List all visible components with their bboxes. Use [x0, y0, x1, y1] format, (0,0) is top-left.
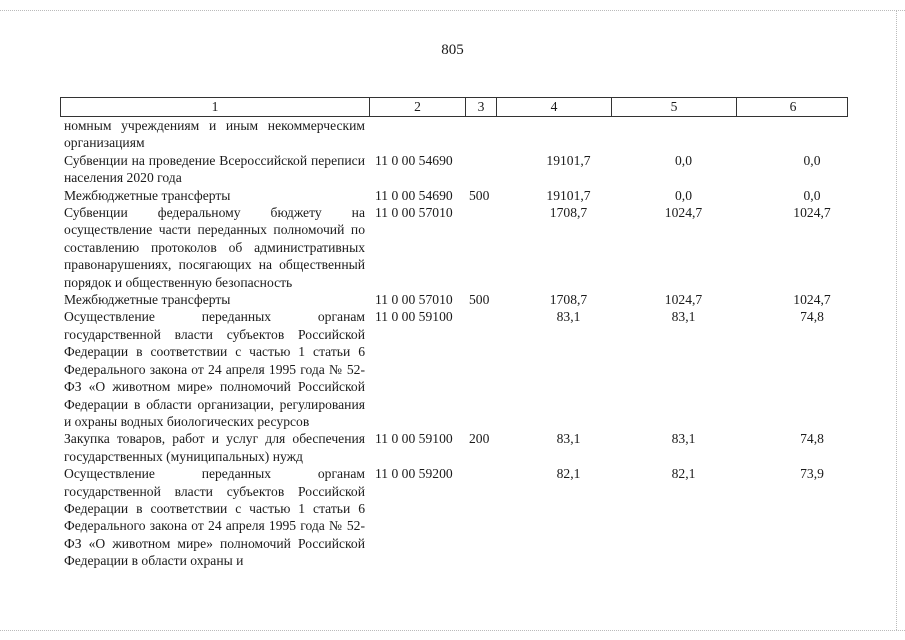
column-header-1: 1: [61, 98, 370, 116]
row-value-4: 82,1: [556, 466, 581, 482]
row-name: Субвенции федеральному бюджету на осуществление части переданных полномочий по составлению протоколов об административных правонарушениях, посягающих на общественный порядок и общественную безопасность: [64, 205, 365, 290]
row-expense-type: [465, 465, 496, 569]
row-code: 11 0 00 54690: [375, 152, 453, 168]
row-expense-type: [465, 204, 496, 291]
row-name: Осуществление переданных органам государственной власти субъектов Российской Федерации в соответствии с частью 1 статьи 6 Федерального закона от 24 апреля 1995 года № 52-ФЗ «О животном мире» полномочий Российской Федерации в области охраны и: [64, 466, 365, 569]
row-name: номным учреждениям и иным некоммерческим организациям: [64, 118, 365, 151]
table-row: [60, 152, 848, 187]
row-expense-type: [465, 117, 496, 152]
row-expense-type: 500: [469, 187, 490, 203]
row-value-6: 1024,7: [793, 205, 831, 221]
column-header-5: 5: [612, 98, 737, 116]
row-name: Межбюджетные трансферты: [64, 292, 231, 308]
column-header-3: 3: [466, 98, 497, 116]
row-code: 11 0 00 59100: [375, 431, 453, 447]
table-row: [60, 308, 848, 430]
row-expense-type: [465, 308, 496, 430]
row-value-5: 82,1: [671, 466, 696, 482]
column-header-6: 6: [789, 99, 797, 114]
page-number: 805: [441, 42, 464, 58]
table-row: [60, 117, 848, 152]
row-value-6: 1024,7: [793, 292, 831, 308]
table-row: [60, 430, 848, 465]
row-code: 11 0 00 59100: [375, 309, 453, 325]
row-code: 11 0 00 57010: [375, 292, 453, 308]
row-value-6: 0,0: [803, 152, 821, 168]
row-code: 11 0 00 57010: [375, 205, 453, 221]
row-name: Межбюджетные трансферты: [64, 187, 231, 203]
column-header-2: 2: [370, 98, 466, 116]
row-name: Субвенции на проведение Всероссийской переписи населения 2020 года: [64, 152, 365, 186]
row-value-5: 0,0: [675, 152, 692, 168]
budget-table: [60, 97, 848, 570]
row-expense-type: 200: [469, 431, 490, 447]
row-value-4: 19101,7: [546, 152, 591, 168]
row-name: Закупка товаров, работ и услуг для обеспечения государственных (муниципальных) нужд: [64, 431, 365, 464]
row-expense-type: 500: [469, 292, 490, 308]
row-value-6: 74,8: [800, 431, 824, 447]
scan-edge-bottom: [0, 630, 905, 631]
column-header-4: 4: [497, 98, 612, 116]
table-row: [60, 187, 848, 204]
table-row: [60, 291, 848, 308]
row-value-5: 83,1: [671, 431, 696, 447]
table-header-row: [60, 97, 848, 117]
row-value-4: 1708,7: [549, 292, 588, 308]
row-value-5: 0,0: [675, 187, 692, 203]
row-value-4: 83,1: [556, 431, 581, 447]
row-value-4: 1708,7: [549, 205, 588, 221]
row-code: 11 0 00 54690: [375, 187, 453, 203]
row-value-6: [736, 117, 848, 152]
row-value-6: 0,0: [803, 187, 821, 203]
row-value-5: 83,1: [671, 309, 696, 325]
row-value-4: 19101,7: [546, 187, 591, 203]
row-value-5: 1024,7: [664, 205, 703, 221]
row-expense-type: [465, 152, 496, 187]
row-name: Осуществление переданных органам государственной власти субъектов Российской Федерации в соответствии с частью 1 статьи 6 Федерального закона от 24 апреля 1995 года № 52-ФЗ «О животном мире» полномочий Российской Федерации в области организации, регулирования и охраны водных биологических ресурсов: [64, 309, 365, 429]
row-value-4: [496, 117, 611, 152]
row-value-6: 73,9: [800, 466, 824, 482]
scan-edge-top: [0, 10, 905, 11]
row-value-5: 1024,7: [664, 292, 703, 308]
row-code: [369, 117, 465, 152]
row-code: 11 0 00 59200: [375, 466, 453, 482]
scan-edge-right: [896, 10, 897, 630]
table-row: [60, 465, 848, 569]
table-row: [60, 204, 848, 291]
row-value-5: [611, 117, 736, 152]
row-value-4: 83,1: [556, 309, 581, 325]
row-value-6: 74,8: [800, 309, 824, 325]
